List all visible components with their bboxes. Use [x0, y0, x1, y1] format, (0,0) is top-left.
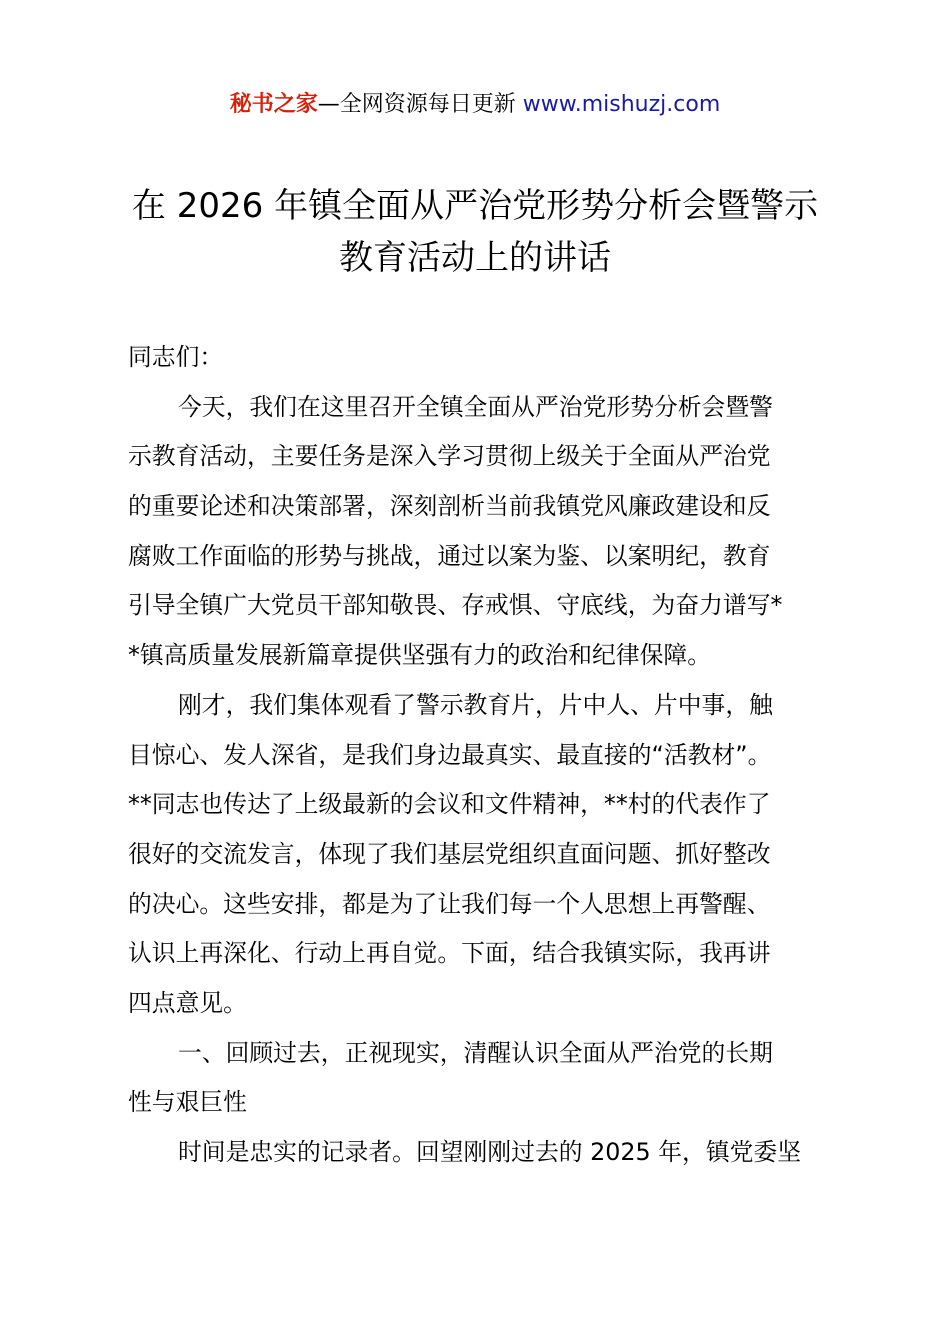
body-line: 刚才，我们集体观看了警示教育片，片中人、片中事，触 — [178, 690, 773, 719]
body-line: *镇高质量发展新篇章提供坚强有力的政治和纪律保障。 — [128, 641, 712, 670]
body-line: 腐败工作面临的形势与挑战，通过以案为鉴、以案明纪，教育 — [128, 541, 771, 570]
body-line: **同志也传达了上级最新的会议和文件精神，**村的代表作了 — [128, 790, 771, 819]
body-line: 目惊心、发人深省，是我们身边最真实、最直接的“活教材”。 — [128, 740, 772, 769]
body-line: 认识上再深化、行动上再自觉。下面，结合我镇实际，我再讲 — [128, 939, 771, 968]
site-url-link[interactable]: www.mishuzj.com — [522, 92, 721, 117]
body-line: 今天，我们在这里召开全镇全面从严治党形势分析会暨警 — [178, 392, 773, 421]
title-line-2: 教育活动上的讲话 — [339, 238, 611, 278]
header-tagline: —全网资源每日更新 — [317, 92, 523, 117]
body-line: 示教育活动，主要任务是深入学习贯彻上级关于全面从严治党 — [128, 442, 771, 471]
body-line: 的重要论述和决策部署，深刻剖析当前我镇党风廉政建设和反 — [128, 492, 771, 521]
body-line: 很好的交流发言，体现了我们基层党组织直面问题、抓好整改 — [128, 839, 771, 868]
body-line: 时间是忠实的记录者。回望刚刚过去的 2025 年，镇党委坚 — [178, 1138, 802, 1166]
speech-body — [128, 333, 834, 1178]
document-title — [100, 180, 850, 284]
salutation: 同志们： — [128, 343, 224, 371]
title-line-1: 在 2026 年镇全面从严治党形势分析会暨警示 — [131, 186, 819, 226]
section-heading: 性与艰巨性 — [128, 1088, 247, 1117]
body-line: 引导全镇广大党员干部知敬畏、存戒惧、守底线，为奋力谱写* — [128, 591, 783, 620]
site-header — [0, 88, 950, 122]
body-line: 的决心。这些安排，都是为了让我们每一个人思想上再警醒、 — [128, 889, 771, 918]
section-heading: 一、回顾过去，正视现实，清醒认识全面从严治党的长期 — [178, 1038, 773, 1067]
brand-name: 秘书之家 — [229, 92, 318, 117]
body-line: 四点意见。 — [128, 988, 247, 1017]
